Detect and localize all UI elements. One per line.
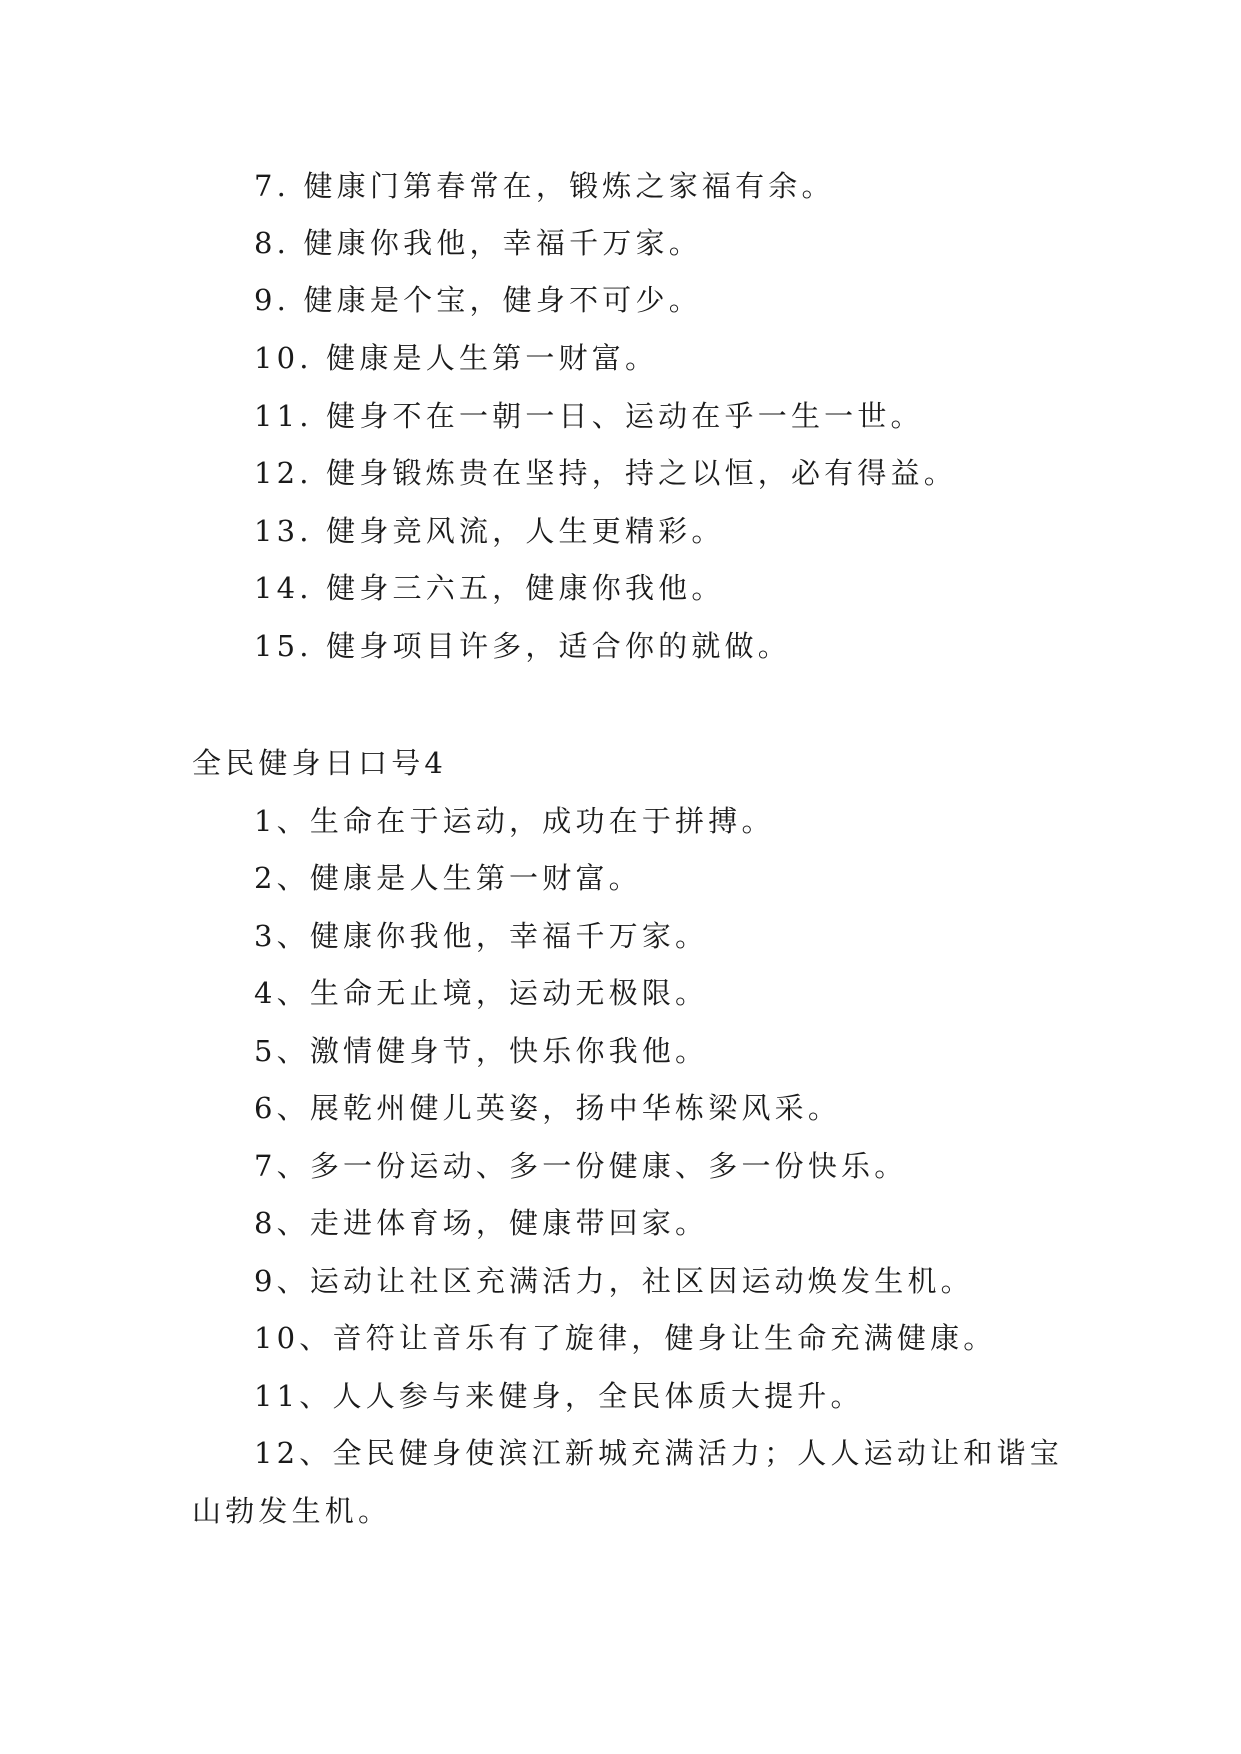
slogan-item: 1、生命在于运动，成功在于拼搏。 bbox=[254, 804, 775, 838]
slogan-item: 11. 健身不在一朝一日、运动在乎一生一世。 bbox=[254, 399, 924, 433]
section-title: 全民健身日口号4 bbox=[192, 746, 448, 780]
slogan-item: 2、健康是人生第一财富。 bbox=[254, 861, 642, 895]
slogan-item: 12. 健身锻炼贵在坚持，持之以恒，必有得益。 bbox=[254, 456, 957, 490]
slogan-item: 7、多一份运动、多一份健康、多一份快乐。 bbox=[254, 1149, 908, 1183]
slogan-item-continuation: 山勃发生机。 bbox=[192, 1494, 392, 1528]
slogan-item: 6、展乾州健儿英姿，扬中华栋梁风采。 bbox=[254, 1091, 842, 1125]
slogan-item: 10、音符让音乐有了旋律，健身让生命充满健康。 bbox=[254, 1321, 997, 1355]
slogan-item: 13. 健身竞风流，人生更精彩。 bbox=[254, 514, 725, 548]
slogan-item: 12、全民健身使滨江新城充满活力；人人运动让和谐宝 bbox=[254, 1436, 1063, 1470]
slogan-item: 14. 健身三六五，健康你我他。 bbox=[254, 571, 725, 605]
slogan-item: 9、运动让社区充满活力，社区因运动焕发生机。 bbox=[254, 1264, 974, 1298]
slogan-item: 4、生命无止境，运动无极限。 bbox=[254, 976, 709, 1010]
slogan-item: 10. 健康是人生第一财富。 bbox=[254, 341, 659, 375]
slogan-item: 11、人人参与来健身，全民体质大提升。 bbox=[254, 1379, 864, 1413]
slogan-item: 5、激情健身节，快乐你我他。 bbox=[254, 1034, 709, 1068]
slogan-item: 8、走进体育场，健康带回家。 bbox=[254, 1206, 709, 1240]
slogan-item: 8. 健康你我他，幸福千万家。 bbox=[254, 226, 702, 260]
slogan-item: 7. 健康门第春常在，锻炼之家福有余。 bbox=[254, 169, 835, 203]
slogan-item: 3、健康你我他，幸福千万家。 bbox=[254, 919, 709, 953]
slogan-item: 9. 健康是个宝，健身不可少。 bbox=[254, 283, 702, 317]
slogan-item: 15. 健身项目许多，适合你的就做。 bbox=[254, 629, 791, 663]
